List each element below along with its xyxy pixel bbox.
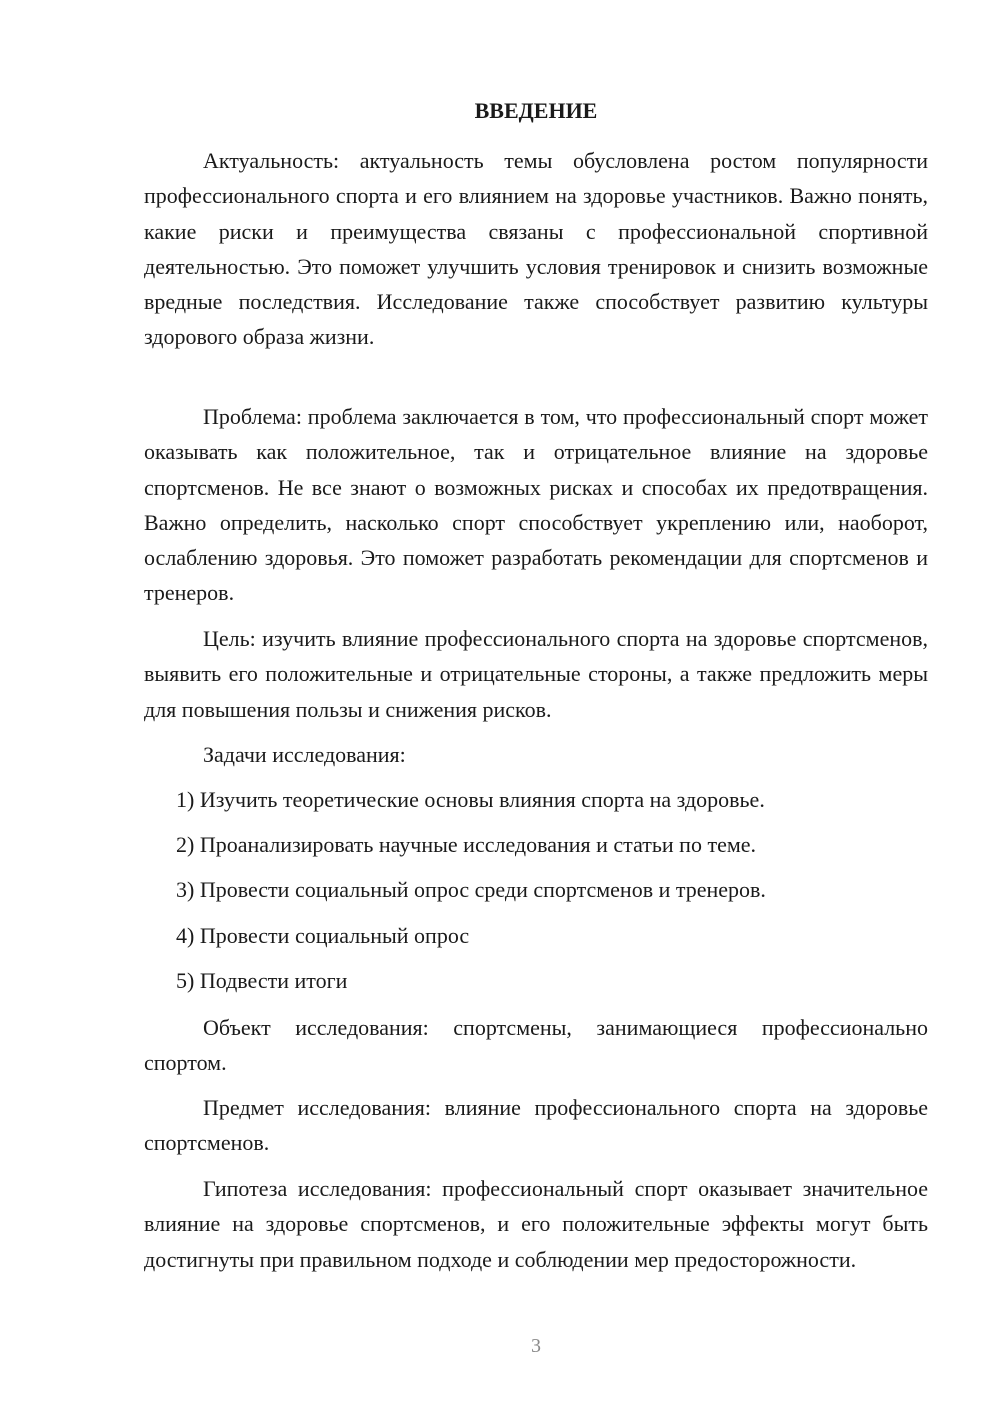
task-item: 1) Изучить теоретические основы влияния спорта на здоровье. bbox=[176, 787, 765, 812]
hypothesis-paragraph: Гипотеза исследования: профессиональный спорт оказывает значительное влияние на здоровье спортсменов, и его положительные эффекты могут быть достигнуты при правильном подходе и соблюдении мер предосторожности. bbox=[144, 1176, 928, 1272]
task-item: 5) Подвести итоги bbox=[176, 968, 348, 993]
relevance-paragraph: Актуальность: актуальность темы обусловлена ростом популярности профессионального спорта и его влиянием на здоровье участников. Важно понять, какие риски и преимущества связаны с профессиональной спортивной деятельностью. Это поможет улучшить условия тренировок и снизить возможные вредные последствия. Исследование также способствует развитию культуры здорового образа жизни. bbox=[144, 148, 928, 350]
object-paragraph: Объект исследования: спортсмены, занимающиеся профессионально спортом. bbox=[144, 1015, 928, 1076]
task-item: 2) Проанализировать научные исследования и статьи по теме. bbox=[176, 832, 757, 857]
page-number: 3 bbox=[531, 1335, 541, 1357]
tasks-heading: Задачи исследования: bbox=[203, 742, 406, 767]
goal-paragraph: Цель: изучить влияние профессионального спорта на здоровье спортсменов, выявить его положительные и отрицательные стороны, а также предложить меры для повышения пользы и снижения рисков. bbox=[144, 626, 928, 722]
task-item: 4) Провести социальный опрос bbox=[176, 923, 470, 948]
subject-paragraph: Предмет исследования: влияние профессионального спорта на здоровье спортсменов. bbox=[144, 1095, 928, 1156]
task-item: 3) Провести социальный опрос среди спортсменов и тренеров. bbox=[176, 877, 766, 902]
page-title: ВВЕДЕНИЕ bbox=[474, 98, 598, 123]
problem-paragraph: Проблема: проблема заключается в том, что профессиональный спорт может оказывать как положительное, так и отрицательное влияние на здоровье спортсменов. Не все знают о возможных рисках и способах их предотвращения. Важно определить, насколько спорт способствует укреплению или, наоборот, ослаблению здоровья. Это поможет разработать рекомендации для спортсменов и тренеров. bbox=[144, 404, 928, 606]
document-page bbox=[144, 0, 928, 1414]
